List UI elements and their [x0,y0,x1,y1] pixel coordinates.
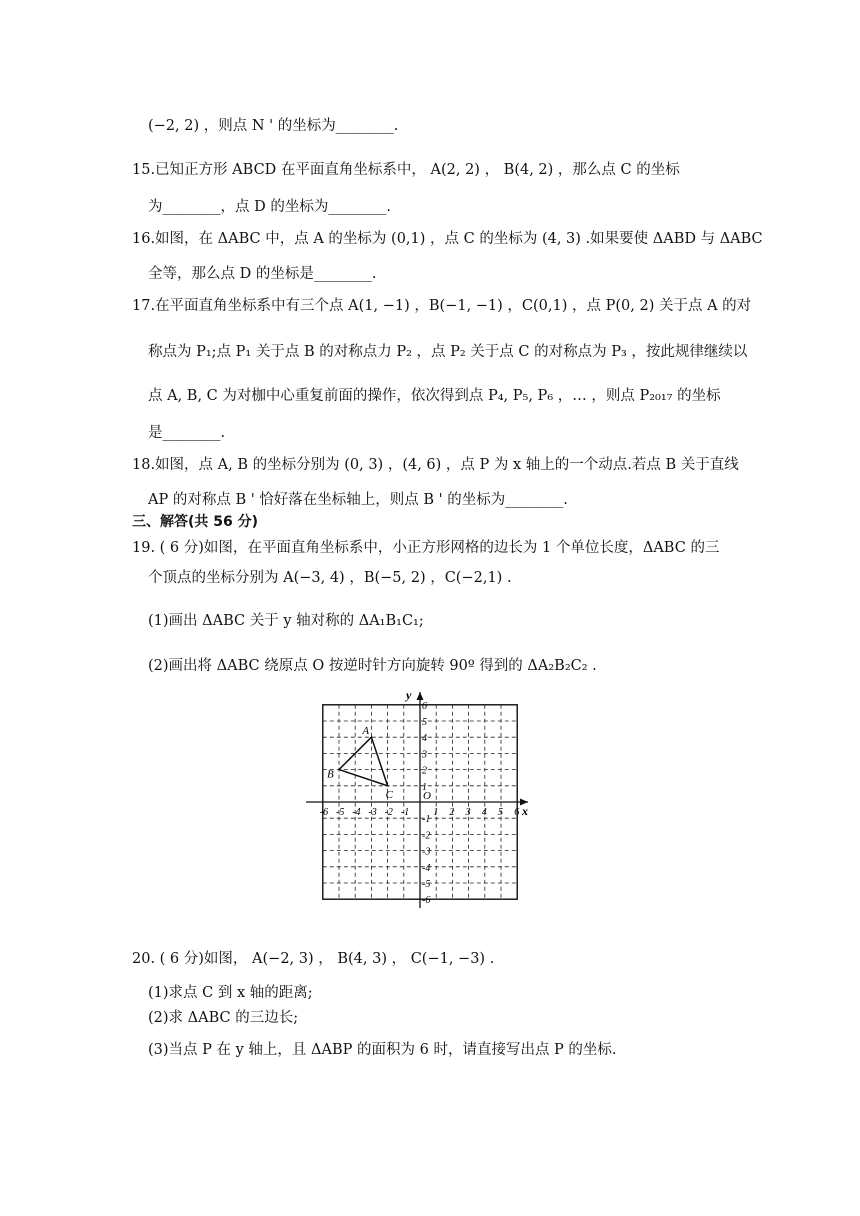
q20-part3: (3)当点 P 在 y 轴上，且 ΔABP 的面积为 6 时，请直接写出点 P 的坐标. [148,1042,617,1058]
q20-line1: 20. ( 6 分)如图， A(−2, 3) ， B(4, 3) ， C(−1, −3) . [132,951,495,967]
q17-line2: 称点为 P₁;点 P₁ 关于点 B 的对称点力 P₂ ，点 P₂ 关于点 C 的对称点为 P₃ ，按此规律继续以 [148,344,748,360]
q14-continuation: (−2, 2) ，则点 N ' 的坐标为________. [148,118,399,134]
y-axis-arrow [417,692,424,700]
q18-line2: AP 的对称点 B ' 恰好落在坐标轴上，则点 B ' 的坐标为________. [148,492,568,508]
q15-line2: 为________，点 D 的坐标为________. [148,199,391,215]
x-tick-label: -3 [368,807,377,818]
origin-label: O [423,790,431,802]
y-tick-label: -3 [422,846,431,858]
vertex-label-a: A [362,725,370,738]
q16-line2: 全等，那么点 D 的坐标是________. [148,266,377,282]
x-tick-label: 1 [433,807,439,818]
q18-line1: 18.如图，点 A, B 的坐标分别为 (0, 3) ，(4, 6) ，点 P 为 x 轴上的一个动点.若点 B 关于直线 [132,457,739,473]
triangle-outline [339,737,388,786]
y-tick-label: -1 [422,814,431,826]
coordinate-grid-figure [300,686,540,914]
y-tick-label: 2 [422,765,427,777]
vertex-label-c: C [385,788,393,801]
x-tick-label: -1 [400,807,410,818]
x-tick-label: -2 [384,807,393,818]
y-tick-label: 6 [422,700,427,712]
x-tick-label: 3 [465,807,471,818]
x-tick-label: -4 [352,807,361,818]
triangle-abc [327,725,394,801]
y-tick-label: 5 [422,717,427,728]
q20-part1: (1)求点 C 到 x 轴的距离; [148,985,313,1001]
q17-line1: 17.在平面直角坐标系中有三个点 A(1, −1) ，B(−1, −1) ，C(0,1) ，点 P(0, 2) 关于点 A 的对 [132,298,752,314]
q19-part2: (2)画出将 ΔABC 绕原点 O 按逆时针方向旋转 90º 得到的 ΔA₂B₂C₂ . [148,658,597,674]
x-tick-label: 5 [498,807,503,818]
y-tick-label: 3 [422,749,427,761]
q20-part2: (2)求 ΔABC 的三边长; [148,1010,299,1026]
q19-part1: (1)画出 ΔABC 关于 y 轴对称的 ΔA₁B₁C₁; [148,613,424,629]
x-tick-label: 6 [514,807,520,818]
y-tick-label: -4 [422,862,431,874]
x-tick-label: -6 [319,807,329,818]
y-tick-label: -5 [422,879,431,890]
y-axis-label: y [406,688,412,702]
q19-line2: 个顶点的坐标分别为 A(−3, 4) ，B(−5, 2) ，C(−2,1) . [148,570,512,586]
q16-line1: 16.如图，在 ΔABC 中，点 A 的坐标为 (0,1) ，点 C 的坐标为 (4, 3) .如果要使 ΔABD 与 ΔABC [132,231,763,247]
vertex-label-b: B [327,768,334,781]
section-heading: 三、解答(共 56 分) [132,514,259,530]
y-tick-label: 4 [422,733,427,745]
x-tick-label: -5 [336,807,345,818]
y-tick-label: -6 [422,895,431,907]
x-tick-label: 4 [481,807,487,818]
q15-line1: 15.已知正方形 ABCD 在平面直角坐标系中， A(2, 2) ， B(4, 2) ，那么点 C 的坐标 [132,162,680,178]
q17-line4: 是________. [148,425,226,441]
x-axis-label: x [522,804,528,818]
q19-line1: 19. ( 6 分)如图，在平面直角坐标系中，小正方形网格的边长为 1 个单位长度，ΔABC 的三 [132,540,720,556]
y-tick-label: -2 [422,830,431,842]
x-tick-label: 2 [449,807,455,818]
q17-line3: 点 A, B, C 为对枷中心重复前面的操作，依次得到点 P₄, P₅, P₆ ，… ，则点 P₂₀₁₇ 的坐标 [148,388,721,404]
y-tick-label: 1 [422,781,427,793]
